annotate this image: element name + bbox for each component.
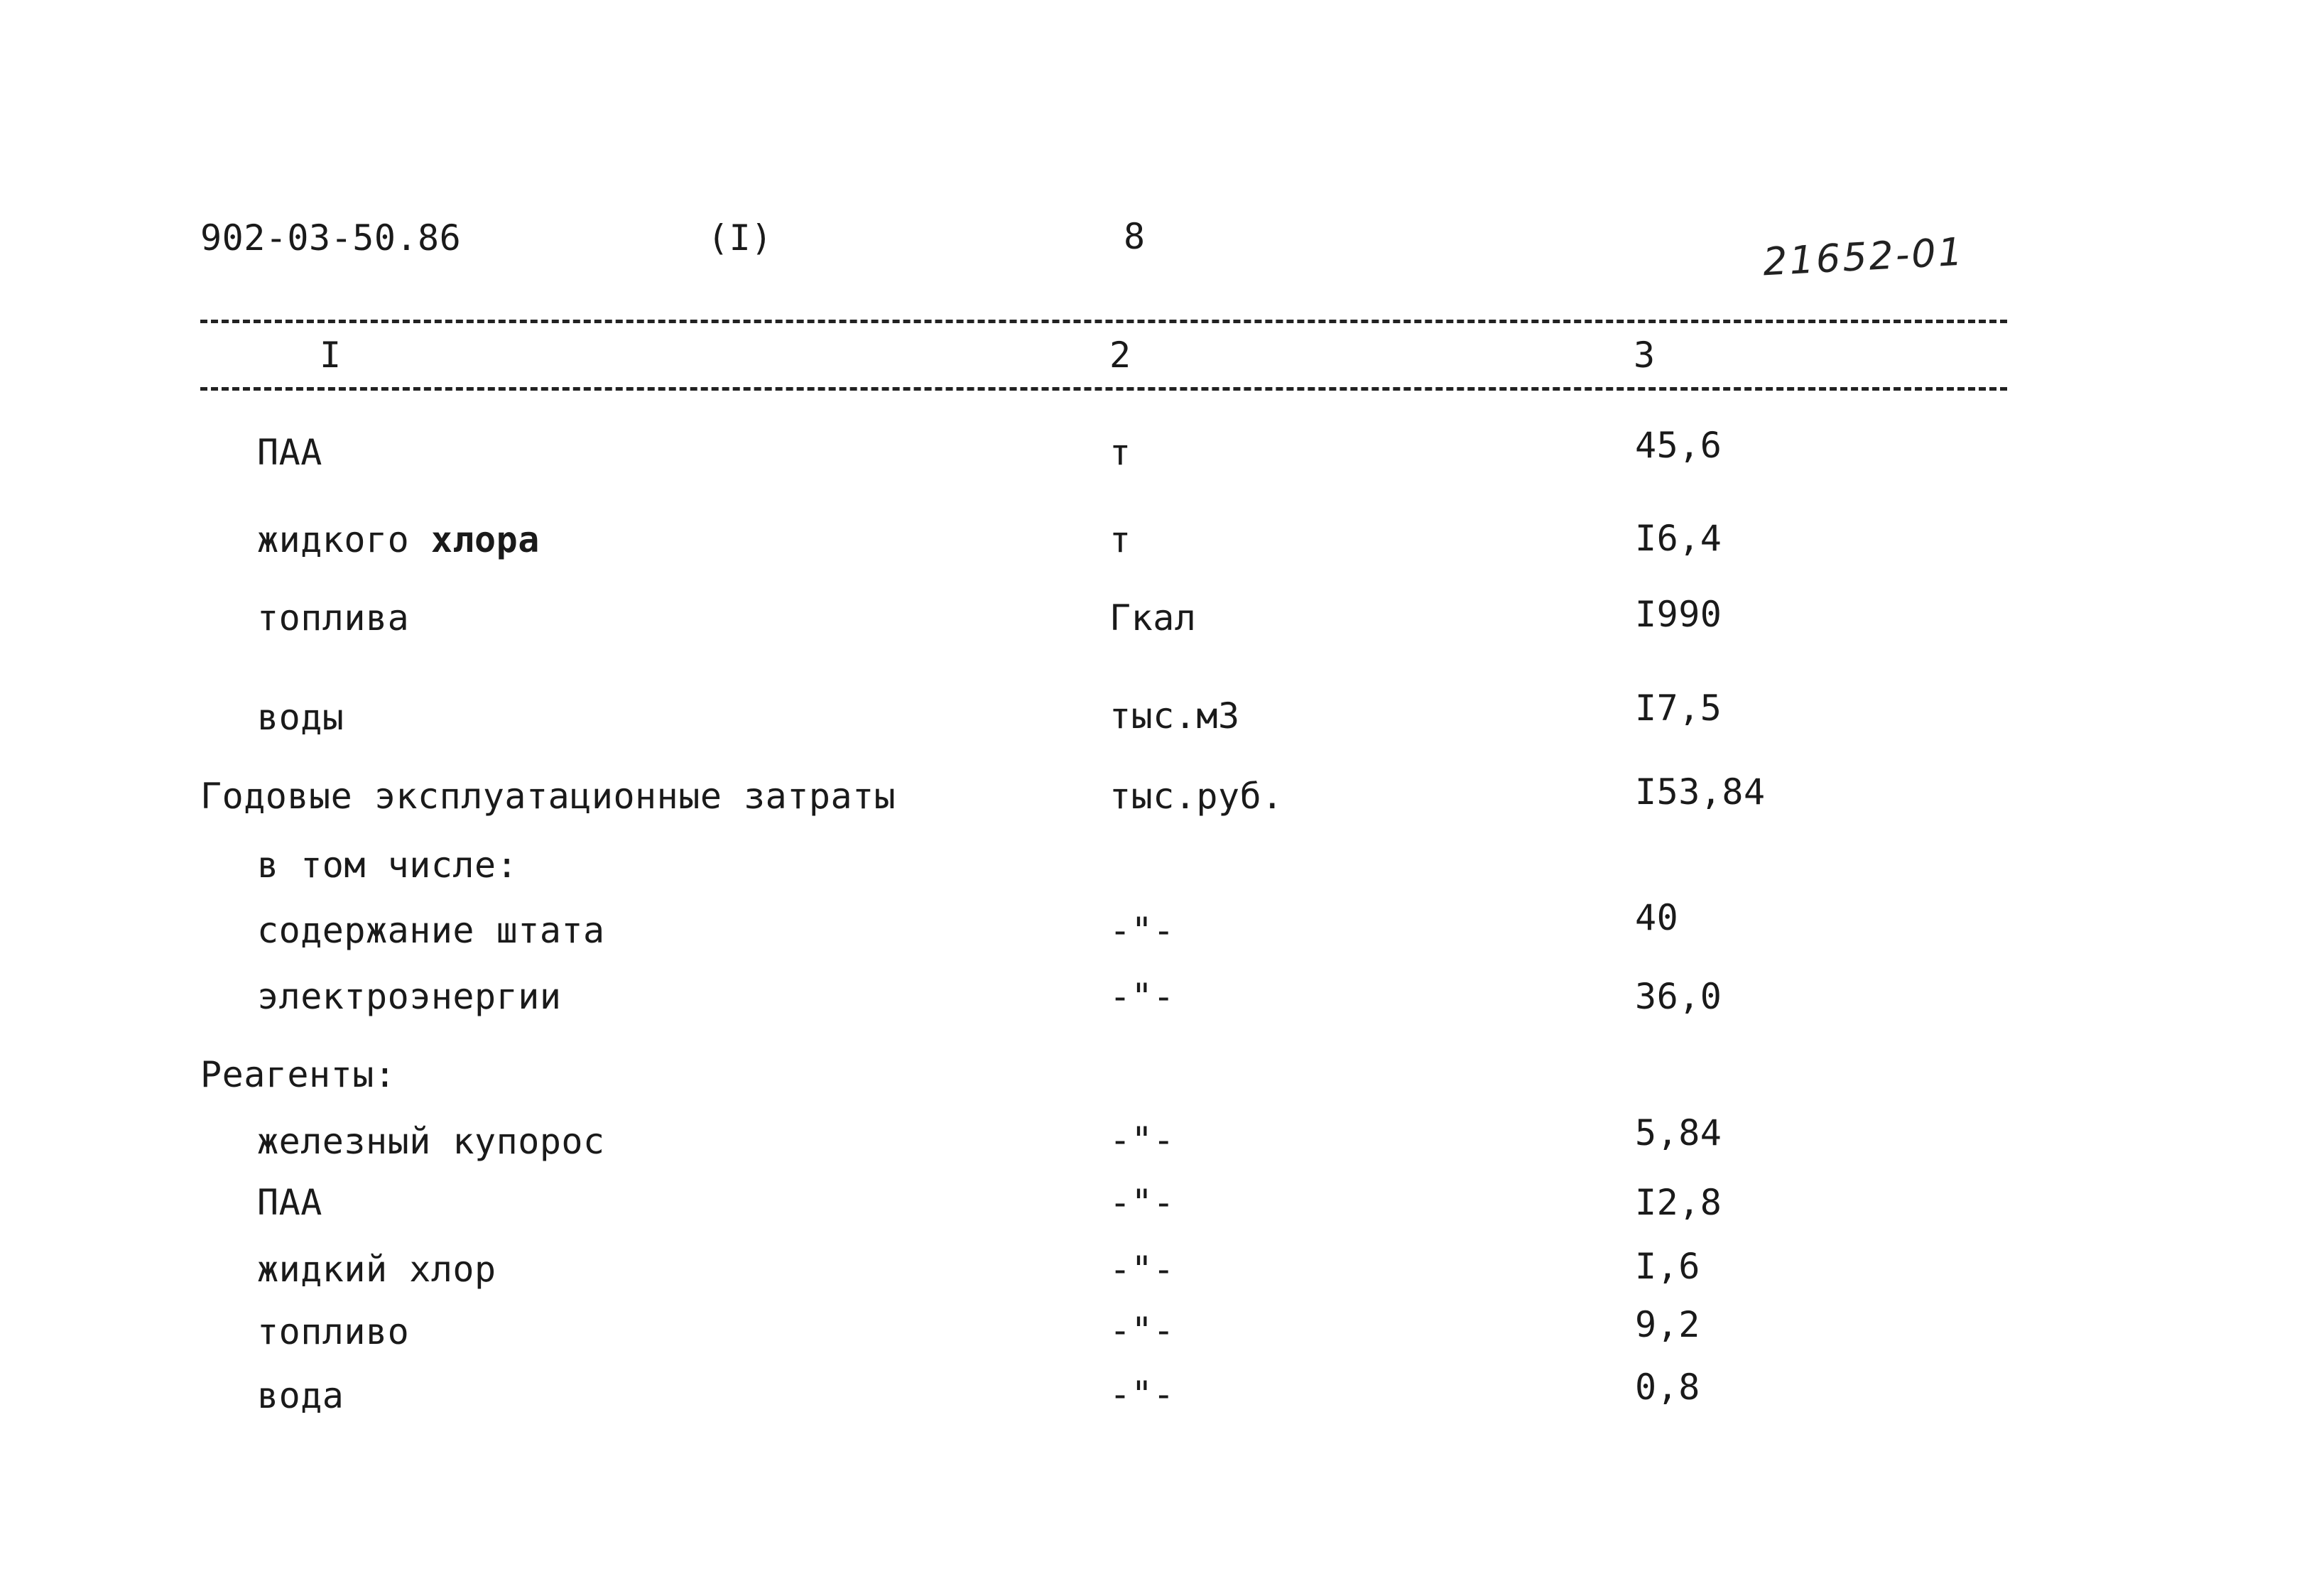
row-value: I2,8 — [1635, 1182, 1722, 1223]
section-number: (I) — [707, 217, 773, 259]
row-value: I,6 — [1635, 1246, 1700, 1287]
row-label: ПАА — [257, 432, 322, 473]
page-number: 8 — [1124, 216, 1146, 257]
row-label-part: жидкого — [257, 519, 431, 560]
row-unit: т — [1109, 432, 1131, 473]
row-value: I53,84 — [1635, 771, 1766, 813]
row-label: топливо — [257, 1311, 410, 1352]
table-top-rule — [200, 320, 2007, 323]
row-value: 0,8 — [1635, 1367, 1700, 1408]
row-label: жидкий хлор — [257, 1249, 496, 1290]
row-label: воды — [257, 697, 344, 738]
row-unit: -"- — [1109, 910, 1175, 951]
inventory-number: 21652-01 — [1761, 229, 1966, 285]
row-unit: -"- — [1109, 1249, 1175, 1290]
row-unit: т — [1109, 519, 1131, 560]
row-unit: тыс.м3 — [1109, 695, 1240, 737]
section-label: Реагенты: — [200, 1054, 396, 1095]
row-value: 9,2 — [1635, 1304, 1700, 1345]
row-value: 45,6 — [1635, 425, 1722, 466]
row-unit: -"- — [1109, 976, 1175, 1017]
row-unit: -"- — [1109, 1182, 1175, 1223]
row-label: в том числе: — [257, 845, 518, 886]
row-label: вода — [257, 1375, 344, 1416]
row-label: ПАА — [257, 1182, 322, 1223]
row-label — [257, 519, 540, 560]
row-label: Годовые эксплуатационные затраты — [200, 776, 896, 817]
column-header-1: I — [320, 335, 342, 376]
row-unit: -"- — [1109, 1374, 1175, 1415]
row-value: 5,84 — [1635, 1112, 1722, 1153]
column-header-2: 2 — [1109, 335, 1131, 376]
row-value: I7,5 — [1635, 688, 1722, 729]
row-unit: Гкал — [1109, 597, 1197, 639]
row-label: железный купорос — [257, 1121, 605, 1162]
row-label: электроэнергии — [257, 976, 562, 1017]
row-value: I6,4 — [1635, 518, 1722, 559]
document-code: 902-03-50.86 — [200, 217, 462, 259]
column-header-3: 3 — [1634, 335, 1656, 376]
row-label: топлива — [257, 597, 410, 639]
row-label-part-bold: хлора — [430, 519, 540, 560]
row-value: I990 — [1635, 594, 1722, 635]
row-label: содержание штата — [257, 910, 605, 951]
row-value: 36,0 — [1635, 976, 1722, 1017]
row-value: 40 — [1635, 897, 1679, 938]
row-unit: -"- — [1109, 1119, 1175, 1161]
table-header-rule — [200, 387, 2007, 391]
row-unit: тыс.руб. — [1109, 776, 1283, 817]
row-unit: -"- — [1109, 1310, 1175, 1351]
